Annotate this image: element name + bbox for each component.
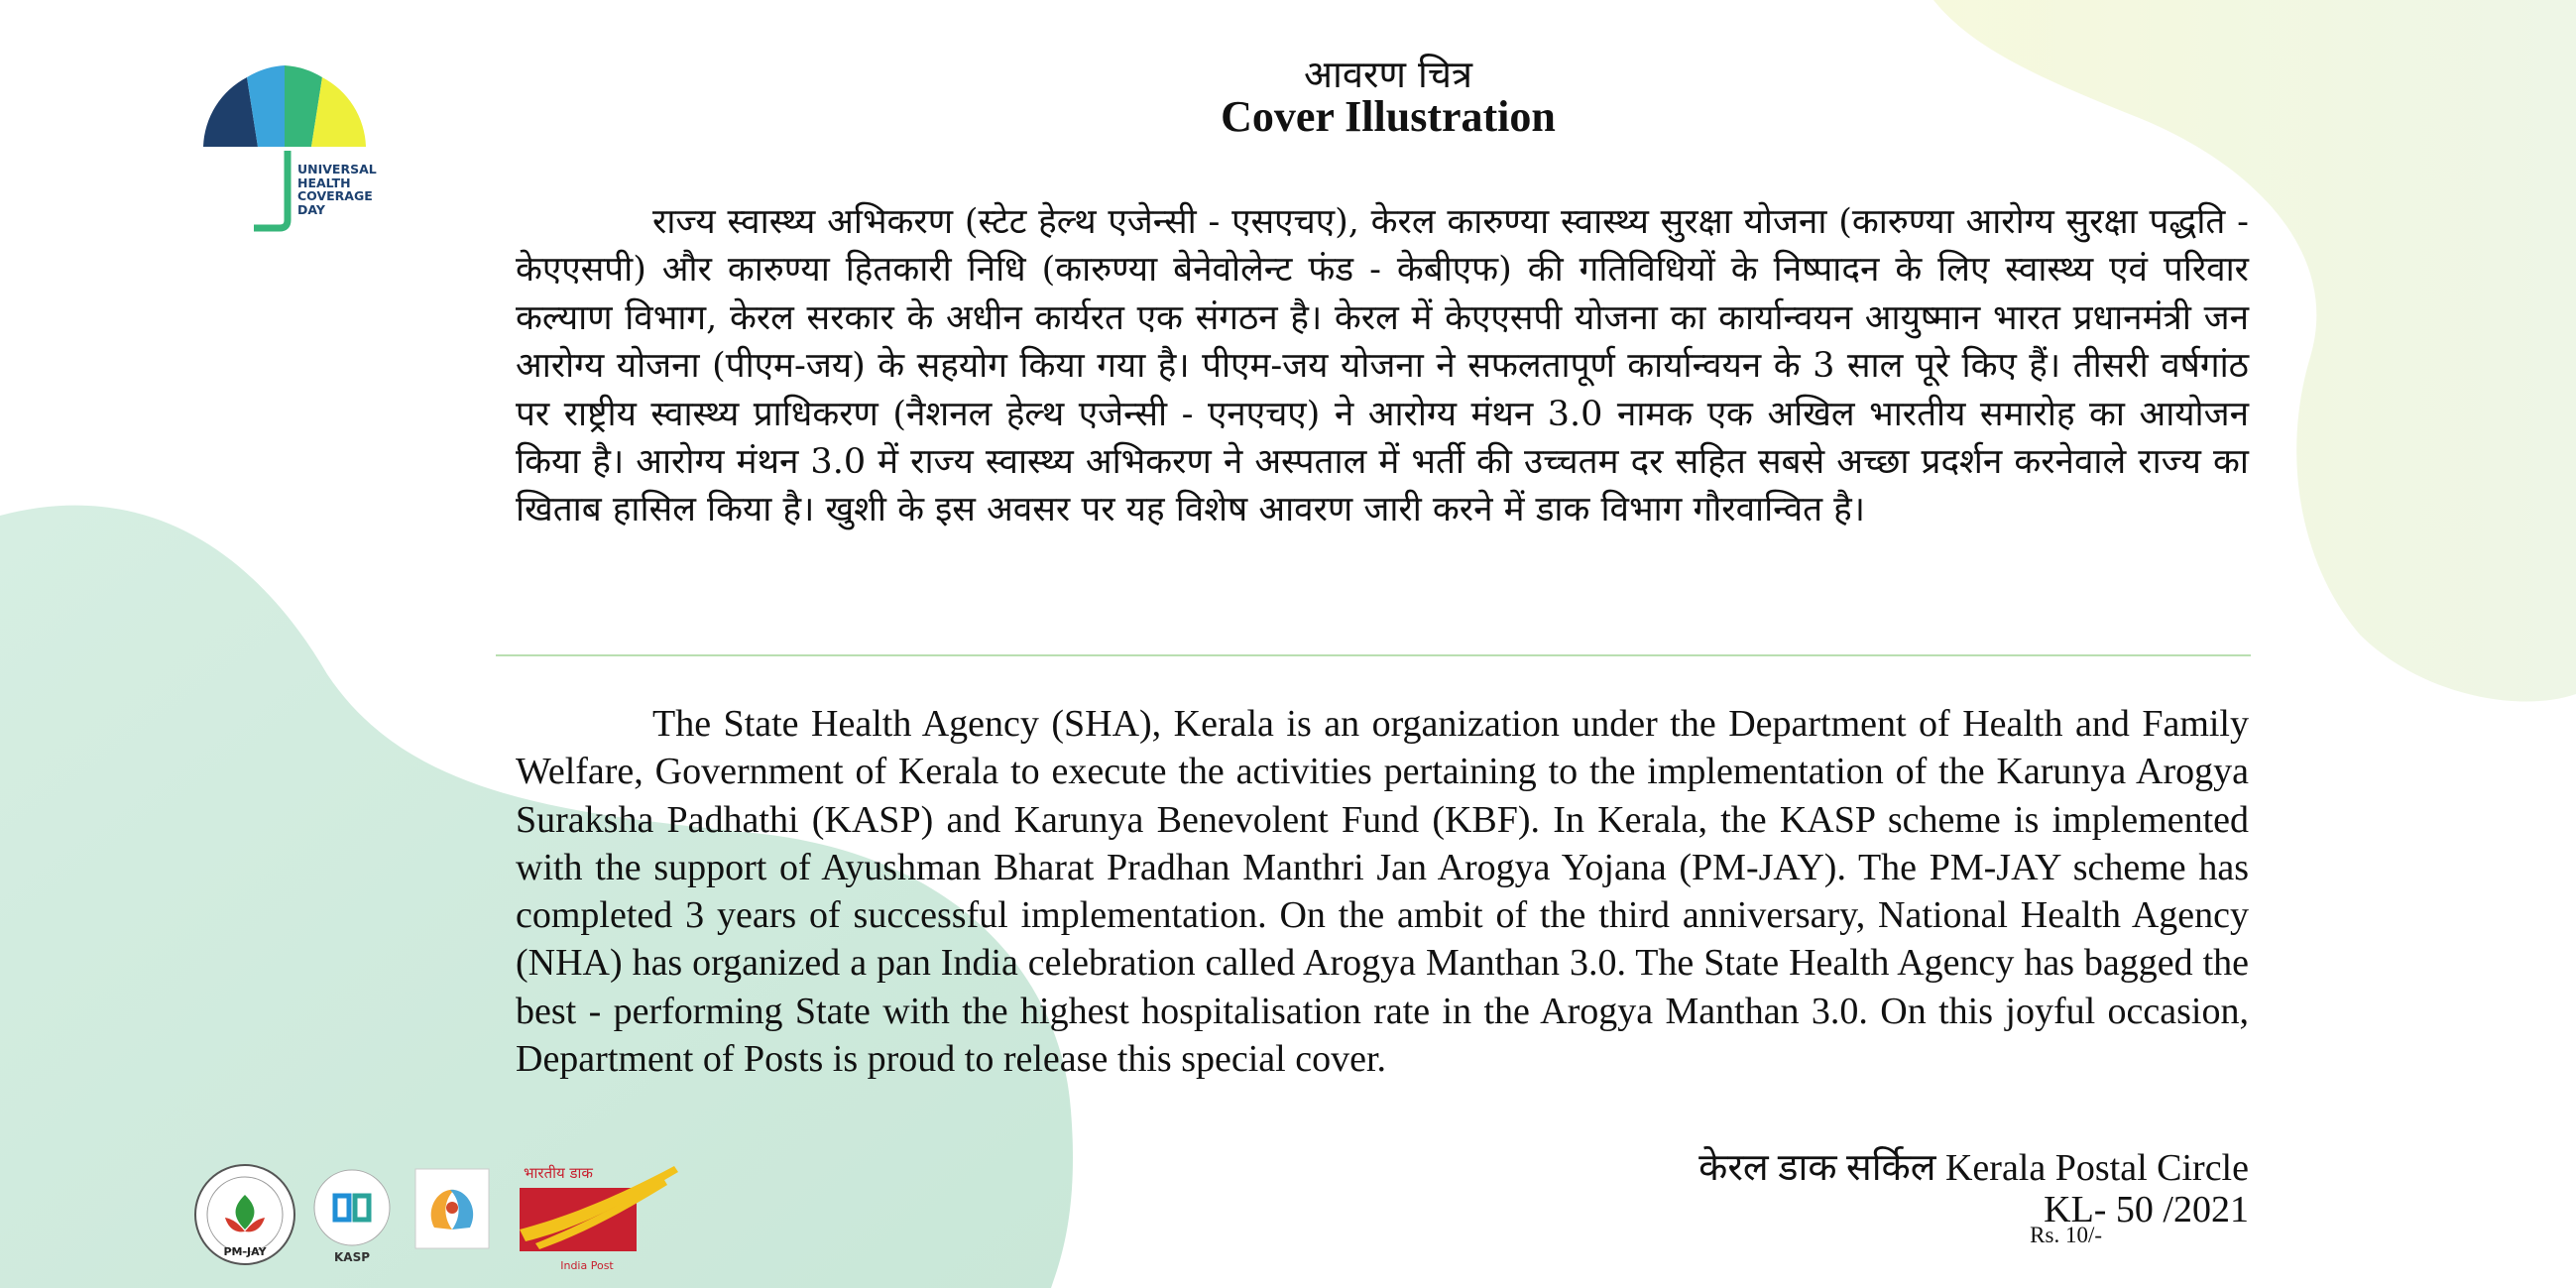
uhc-line-2: HEALTH (297, 175, 351, 190)
postal-circle: केरल डाक सर्किल Kerala Postal Circle (1698, 1147, 2249, 1189)
india-post-label: India Post (560, 1259, 614, 1272)
paragraph-english: The State Health Agency (SHA), Kerala is an organization under the Department of Health and Family Welfare, Government of Kerala to execute the activities pertaining to the implementation of the Karunya Arogya Suraksha Padhathi (KASP) and Karunya Benevolent Fund (KBF). In Kerala, the KASP scheme is implemented with the support of Ayushman Bharat Pradhan Manthri Jan Arogya Yojana (PM-JAY). The PM-JAY scheme has completed 3 years of successful implementation. On the ambit of the third anniversary, National Health Agency (NHA) has organized a pan India celebration called Arogya Manthan 3.0. The State Health Agency has bagged the best - performing State with the highest hospitalisation rate in the Arogya Manthan 3.0. On this joyful occasion, Department of Posts is proud to release this special cover. (516, 703, 2249, 1081)
kbf-logo (414, 1168, 490, 1249)
india-post-hindi: भारतीय डाक (524, 1164, 593, 1182)
uhc-logo-text (297, 163, 377, 216)
kasp-label: KASP (333, 1250, 371, 1264)
uhc-line-1: UNIVERSAL (297, 162, 377, 176)
kasp-logo (307, 1160, 397, 1269)
section-divider (496, 654, 2251, 656)
title-english: Cover Illustration (1221, 92, 1556, 141)
pmjay-logo (190, 1160, 299, 1269)
title-hindi: आवरण चित्र (1303, 53, 1472, 96)
cover-code: KL- 50 /2021 (2044, 1189, 2249, 1230)
price: Rs. 10/- (2030, 1223, 2102, 1247)
uhc-line-3: COVERAGE (297, 188, 373, 203)
pmjay-label: PM-JAY (223, 1245, 267, 1258)
india-post-logo (506, 1158, 684, 1277)
uhc-line-4: DAY (297, 201, 325, 217)
paragraph-hindi: राज्य स्वास्थ्य अभिकरण (स्टेट हेल्थ एजेन्सी - एसएचए), केरल कारुण्या स्वास्थ्य सुरक्षा योजना (कारुण्या आरोग्य सुरक्षा पद्धति - केएएसपी) और कारुण्या हितकारी निधि (कारुण्या बेनेवोलेन्ट फंड - केबीएफ) की गतिविधियों के निष्पादन के लिए स्वास्थ्य एवं परिवार कल्याण विभाग, केरल सरकार के अधीन कार्यरत एक संगठन है। केरल में केएएसपी योजना का कार्यान्वयन आयुष्मान भारत प्रधानमंत्री जन आरोग्य योजना (पीएम-जय) के सहयोग किया गया है। पीएम-जय योजना ने सफलतापूर्ण कार्यान्वयन के 3 साल पूरे किए हैं। तीसरी वर्षगांठ पर राष्ट्रीय स्वास्थ्य प्राधिकरण (नैशनल हेल्थ एजेन्सी - एनएचए) ने आरोग्य मंथन 3.0 नामक एक अखिल भारतीय समारोह का आयोजन किया है। आरोग्य मंथन 3.0 में राज्य स्वास्थ्य अभिकरण ने अस्पताल में भर्ती की उच्चतम दर सहित सबसे अच्छा प्रदर्शन करनेवाले राज्य का खिताब हासिल किया है। खुशी के इस अवसर पर यह विशेष आवरण जारी करने में डाक विभाग गौरवान्वित है। (516, 202, 2249, 530)
